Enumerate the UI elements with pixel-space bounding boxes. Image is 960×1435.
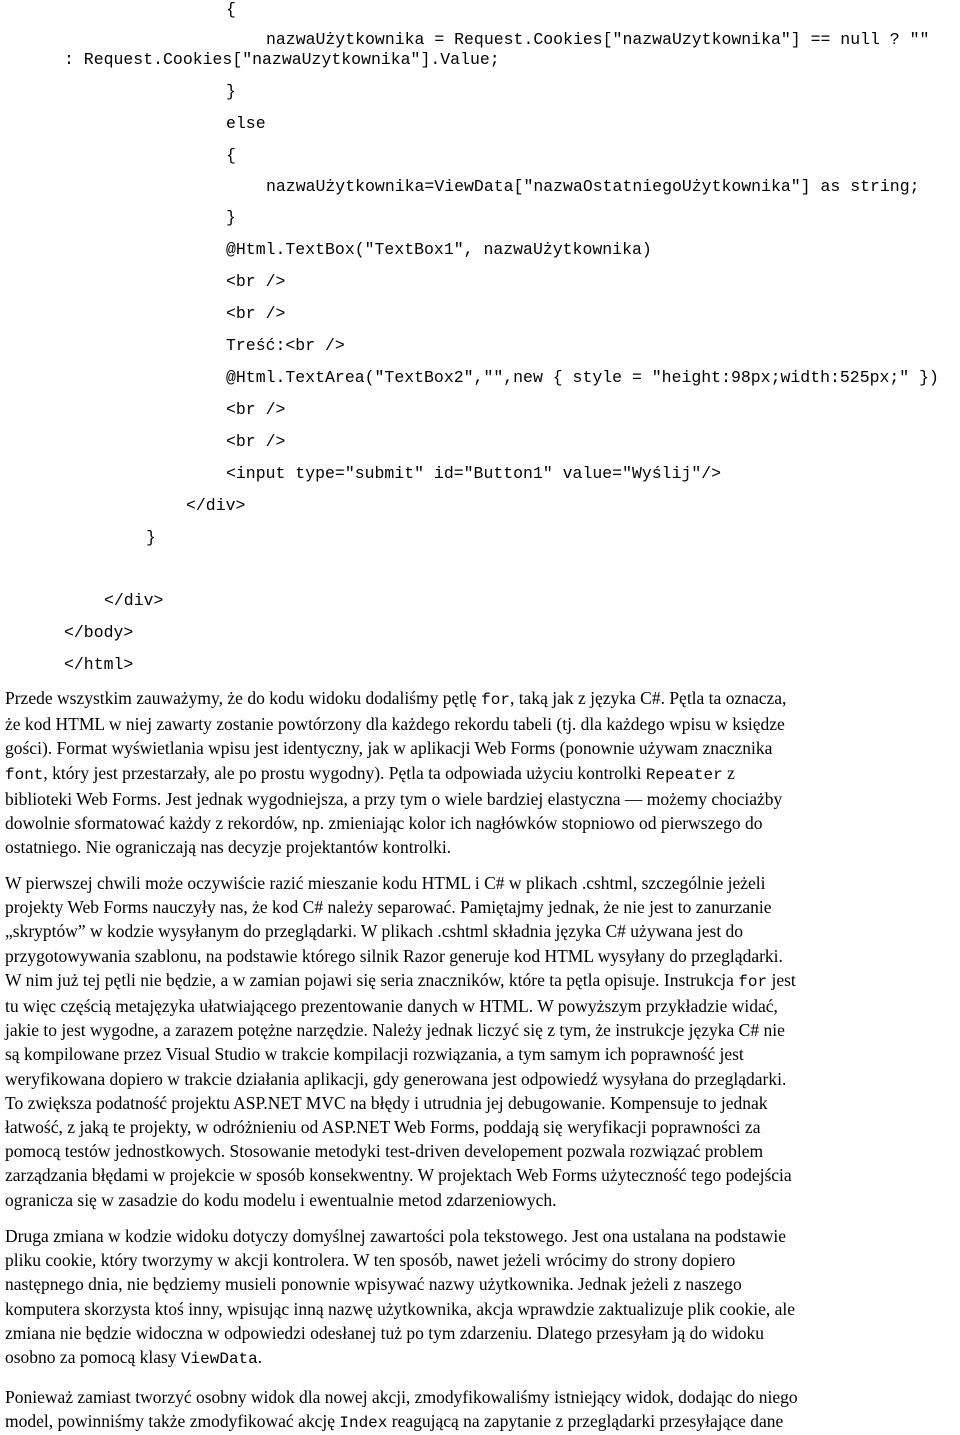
text-run: osobno za pomocą klasy [5,1347,181,1368]
text-run: , który jest przestarzały, ale po prostu wygodny). Pętla ta odpowiada użyciu kontrolki [43,762,646,783]
text-line: są kompilowane przez Visual Studio w trakcie kompilacji rozwiązania, a tym samym ich poprawność jest [5,1044,744,1065]
inline-code: Repeater [645,765,723,784]
text-line [5,970,796,990]
inline-code: ViewData [180,1350,258,1369]
code-line: } [226,82,236,101]
text-line: dowolnie sformatować każdy z rekordów, np. zmieniając kolor ich nagłówków stopniowo od pierwszego do [5,813,763,834]
code-line: <br /> [226,400,286,419]
text-line: Druga zmiana w kodzie widoku dotyczy domyślnej zawartości pola tekstowego. Jest ona ustalana na podstawie [5,1226,786,1246]
code-line: @Html.TextBox("TextBox1", nazwaUżytkownika) [226,240,652,259]
inline-code: font [5,765,44,784]
code-line: } [146,528,156,547]
paragraph-index-action [5,1385,957,1435]
text-run: . [257,1347,263,1368]
code-line: @Html.TextArea("TextBox2","",new { style = "height:98px;width:525px;" }) [226,368,939,387]
code-line: nazwaUżytkownika=ViewData["nazwaOstatniegoUżytkownika"] as string; [266,177,920,196]
text-line: pliku cookie, który tworzymy w akcji kontrolera. W ten sposób, nawet jeżeli wrócimy do strony dopiero [5,1250,736,1271]
paragraph-mixing-code [5,871,957,1212]
text-line: ogranicza się w zasadzie do kodu modelu i ewentualnie metod zdarzeniowych. [5,1189,557,1210]
text-line: że kod HTML w niej zawarty zostanie powtórzony dla każdego rekordu tabeli (tj. dla każdego wpisu w księdze [5,714,785,735]
text-line: pomocą testów jednostkowych. Stosowanie metodyki test-driven developement pozwala rozwiązać problem [5,1141,764,1162]
code-line: } [226,208,236,227]
inline-code: for [481,691,510,709]
inline-code: Index [339,1414,388,1433]
code-line: <br /> [226,304,286,323]
text-line [5,1347,262,1367]
code-line: { [226,146,236,165]
text-line [5,763,735,783]
text-line: Ponieważ zamiast tworzyć osobny widok dla nowej akcji, zmodyfikowaliśmy istniejący widok, dodając do niego [5,1387,798,1407]
text-line: jakie to jest wygodne, a zarazem potężne narzędzie. Należy jednak liczyć się z tym, że instrukcje języka C# nie [5,1020,785,1041]
text-line [5,688,786,708]
code-line: </div> [104,591,164,610]
text-line: To zwiększa podatność projektu ASP.NET MVC na błędy i utrudnia jej debugowanie. Kompensuje to jednak [5,1092,768,1113]
text-line: następnego dnia, nie będziemy musieli ponownie wpisywać nazwy użytkownika. Jednak jeżeli z naszego [5,1274,742,1295]
text-run: Przede wszystkim zauważymy, że do kodu widoku dodaliśmy pętlę [5,688,482,708]
text-run: W nim już tej pętli nie będzie, a w zamian pojawi się seria znaczników, które ta pętla opisuje. Instrukcja [5,969,739,990]
code-line: </div> [186,496,246,515]
text-run: jest [767,969,796,990]
text-run: reagującą na zapytanie z przeglądarki przesyłające dane [387,1411,784,1432]
text-line: tu więc częścią metajęzyka ułatwiającego prezentowanie danych w HTML. W powyższym przykładzie widać, [5,996,778,1017]
code-line: <br /> [226,272,286,291]
code-line: <br /> [226,432,286,451]
text-line: projekty Web Forms nauczyły nas, że kod C# należy separować. Pamiętajmy jednak, że nie jest to zanurzanie [5,897,772,918]
text-run: z [722,762,735,783]
paragraph-loop-explanation [5,686,957,859]
text-line: W pierwszej chwili może oczywiście razić mieszanie kodu HTML i C# w plikach .cshtml, szczególnie jeżeli [5,873,766,893]
text-line: biblioteki Web Forms. Jest jednak wygodniejsza, a przy tym o wiele bardziej elastyczna — możemy chociażby [5,788,783,809]
text-run: , taką jak z języka C#. Pętla ta oznacza, [509,688,787,708]
text-line: ostatniego. Nie ograniczają nas decyzje projektantów kontrolki. [5,837,452,858]
code-line: nazwaUżytkownika = Request.Cookies["nazwaUzytkownika"] == null ? "" [266,30,930,49]
code-line: </html> [64,655,134,674]
code-line: else [226,114,266,133]
text-line: łatwość, z jaką te projekty, w odróżnieniu od ASP.NET Web Forms, poddają się weryfikacji poprawności za [5,1117,761,1138]
text-line: „skryptów” w kodzie wysyłanym do przeglądarki. W plikach .cshtml składnia języka C# używana jest do [5,921,744,942]
text-line: przygotowywania szablonu, na podstawie którego silnik Razor generuje kod HTML wysyłany do przeglądarki. [5,945,783,966]
code-line: Treść:<br /> [226,336,345,355]
text-line: gości). Format wyświetlania wpisu jest identyczny, jak w aplikacji Web Forms (ponownie używam znacznika [5,738,773,759]
code-line: <input type="submit" id="Button1" value="Wyślij"/> [226,464,722,483]
text-line: komputera skorzysta ktoś inny, wpisując inną nazwę użytkownika, akcja wprawdzie zaktualizuje plik cookie, ale [5,1298,795,1319]
code-line: </body> [64,623,134,642]
paragraph-cookie [5,1224,957,1371]
text-line [5,1411,783,1431]
text-line: weryfikowana dopiero w trakcie działania aplikacji, gdy generowana jest odpowiedź wysyłana do przeglądarki. [5,1068,787,1089]
text-run: model, powinniśmy także zmodyfikować akcję [5,1411,340,1432]
text-line: zarządzania błędami w projekcie w sposób konsekwentny. W projektach Web Forms użyteczność tego podejścia [5,1165,792,1186]
code-line: { [226,0,236,19]
inline-code: for [738,972,768,991]
text-line: zmiana nie będzie widoczna w odpowiedzi odesłanej tuż po tym zdarzeniu. Dlatego przesyłam ją do widoku [5,1322,765,1343]
code-line: : Request.Cookies["nazwaUzytkownika"].Value; [64,50,500,69]
